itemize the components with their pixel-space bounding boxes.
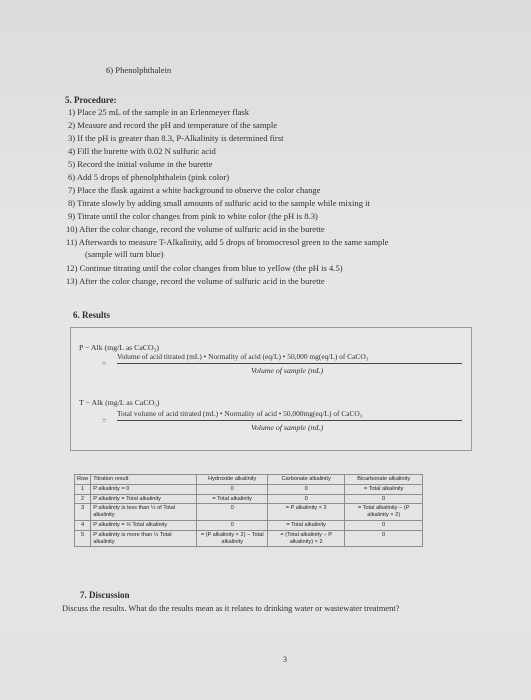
procedure-step: 8) Titrate slowly by adding small amounts of sulfuric acid to the sample while mixing it bbox=[68, 198, 370, 208]
p-alk-numerator: Volume of acid titrated (mL) • Normality of acid (eq/L) • 50,000 mg(eq/L) of CaCO₃ bbox=[117, 352, 369, 361]
p-alk-equals: = bbox=[102, 359, 107, 368]
procedure-step: 12) Continue titrating until the color changes from blue to yellow (the pH is 4.5) bbox=[66, 263, 343, 273]
table-row bbox=[75, 520, 423, 530]
table-header-cell: Titration result bbox=[91, 475, 197, 485]
table-cell: = P alkalinity × 2 bbox=[268, 504, 345, 521]
table-cell: 0 bbox=[197, 504, 268, 521]
procedure-step-continuation: (sample will turn blue) bbox=[85, 249, 164, 259]
table-cell: P alkalinity is more than ½ Total alkalinity bbox=[91, 530, 197, 547]
table-cell: = (P alkalinity × 2) − Total alkalinity bbox=[197, 530, 268, 547]
table-cell: 0 bbox=[197, 520, 268, 530]
page-number: 3 bbox=[283, 655, 287, 664]
table-cell: 0 bbox=[345, 520, 423, 530]
procedure-step: 4) Fill the burette with 0.02 N sulfuric acid bbox=[68, 146, 216, 156]
table-header-cell: Hydroxide alkalinity bbox=[197, 475, 268, 485]
table-row bbox=[75, 504, 423, 521]
table-header-cell: Bicarbonate alkalinity bbox=[345, 475, 423, 485]
discussion-text: Discuss the results. What do the results mean as it relates to drinking water or wastewater treatment? bbox=[62, 604, 400, 613]
procedure-step: 1) Place 25 mL of the sample in an Erlenmeyer flask bbox=[68, 107, 250, 117]
table-cell: = Total alkalinity bbox=[268, 520, 345, 530]
table-cell: 0 bbox=[345, 530, 423, 547]
p-alk-fraction-bar bbox=[117, 363, 462, 364]
discussion-heading: 7. Discussion bbox=[80, 590, 130, 600]
t-alk-fraction-bar bbox=[117, 420, 462, 421]
procedure-step: 9) Titrate until the color changes from pink to white color (the pH is 8.3) bbox=[68, 211, 318, 221]
p-alk-denominator: Volume of sample (mL) bbox=[251, 366, 324, 375]
procedure-step: 13) After the color change, record the volume of sulfuric acid in the burette bbox=[66, 276, 325, 286]
procedure-step: 3) If the pH is greater than 8.3, P-Alkalinity is determined first bbox=[68, 133, 284, 143]
table-cell: 0 bbox=[268, 484, 345, 494]
table-cell: P alkalinity = 0 bbox=[91, 484, 197, 494]
table-header-cell: Row bbox=[75, 475, 91, 485]
t-alk-numerator: Total volume of acid titrated (mL) • Normality of acid • 50,000mg(eq/L) of CaCO₃ bbox=[117, 409, 363, 418]
table-cell: 5 bbox=[75, 530, 91, 547]
results-heading: 6. Results bbox=[73, 310, 111, 320]
table-cell: 0 bbox=[197, 484, 268, 494]
procedure-step: 11) Afterwards to measure T-Alkalinity, add 5 drops of bromocresol green to the same sample bbox=[66, 237, 389, 247]
table-cell: 0 bbox=[268, 494, 345, 504]
top-heading: 6) Phenolphthalein bbox=[106, 65, 172, 75]
t-alk-equals: = bbox=[102, 416, 107, 425]
procedure-step: 6) Add 5 drops of phenolphthalein (pink color) bbox=[68, 172, 230, 182]
table-row bbox=[75, 530, 423, 547]
table-cell: P alkalinity is less than ½ of Total alkalinity bbox=[91, 504, 197, 521]
table-header-row bbox=[75, 475, 423, 485]
table-row bbox=[75, 484, 423, 494]
table-cell: P alkalinity = ½ Total alkalinity bbox=[91, 520, 197, 530]
alkalinity-table bbox=[74, 474, 423, 547]
t-alk-label: T − Alk (mg/L as CaCO₃) bbox=[79, 398, 160, 407]
table-cell: = Total alkalinity − (P alkalinity × 2) bbox=[345, 504, 423, 521]
table-cell: 4 bbox=[75, 520, 91, 530]
procedure-step: 2) Measure and record the pH and temperature of the sample bbox=[68, 120, 278, 130]
table-row bbox=[75, 494, 423, 504]
t-alk-denominator: Volume of sample (mL) bbox=[251, 423, 324, 432]
table-cell: 3 bbox=[75, 504, 91, 521]
procedure-step: 5) Record the initial volume in the burette bbox=[68, 159, 213, 169]
table-cell: 0 bbox=[345, 494, 423, 504]
table-cell: P alkalinity = Total alkalinity bbox=[91, 494, 197, 504]
p-alk-label: P − Alk (mg/L as CaCO₃) bbox=[79, 343, 159, 352]
table-cell: = (Total alkalinity − P alkalinity) × 2 bbox=[268, 530, 345, 547]
table-cell: 1 bbox=[75, 484, 91, 494]
procedure-step: 10) After the color change, record the volume of sulfuric acid in the burette bbox=[66, 224, 325, 234]
formula-box bbox=[70, 327, 472, 451]
table-header-cell: Carbonate alkalinity bbox=[268, 475, 345, 485]
procedure-heading: 5. Procedure: bbox=[65, 95, 117, 105]
table-cell: = Total alkalinity bbox=[197, 494, 268, 504]
procedure-step: 7) Place the flask against a white background to observe the color change bbox=[68, 185, 321, 195]
table-cell: = Total alkalinity bbox=[345, 484, 423, 494]
table-cell: 2 bbox=[75, 494, 91, 504]
